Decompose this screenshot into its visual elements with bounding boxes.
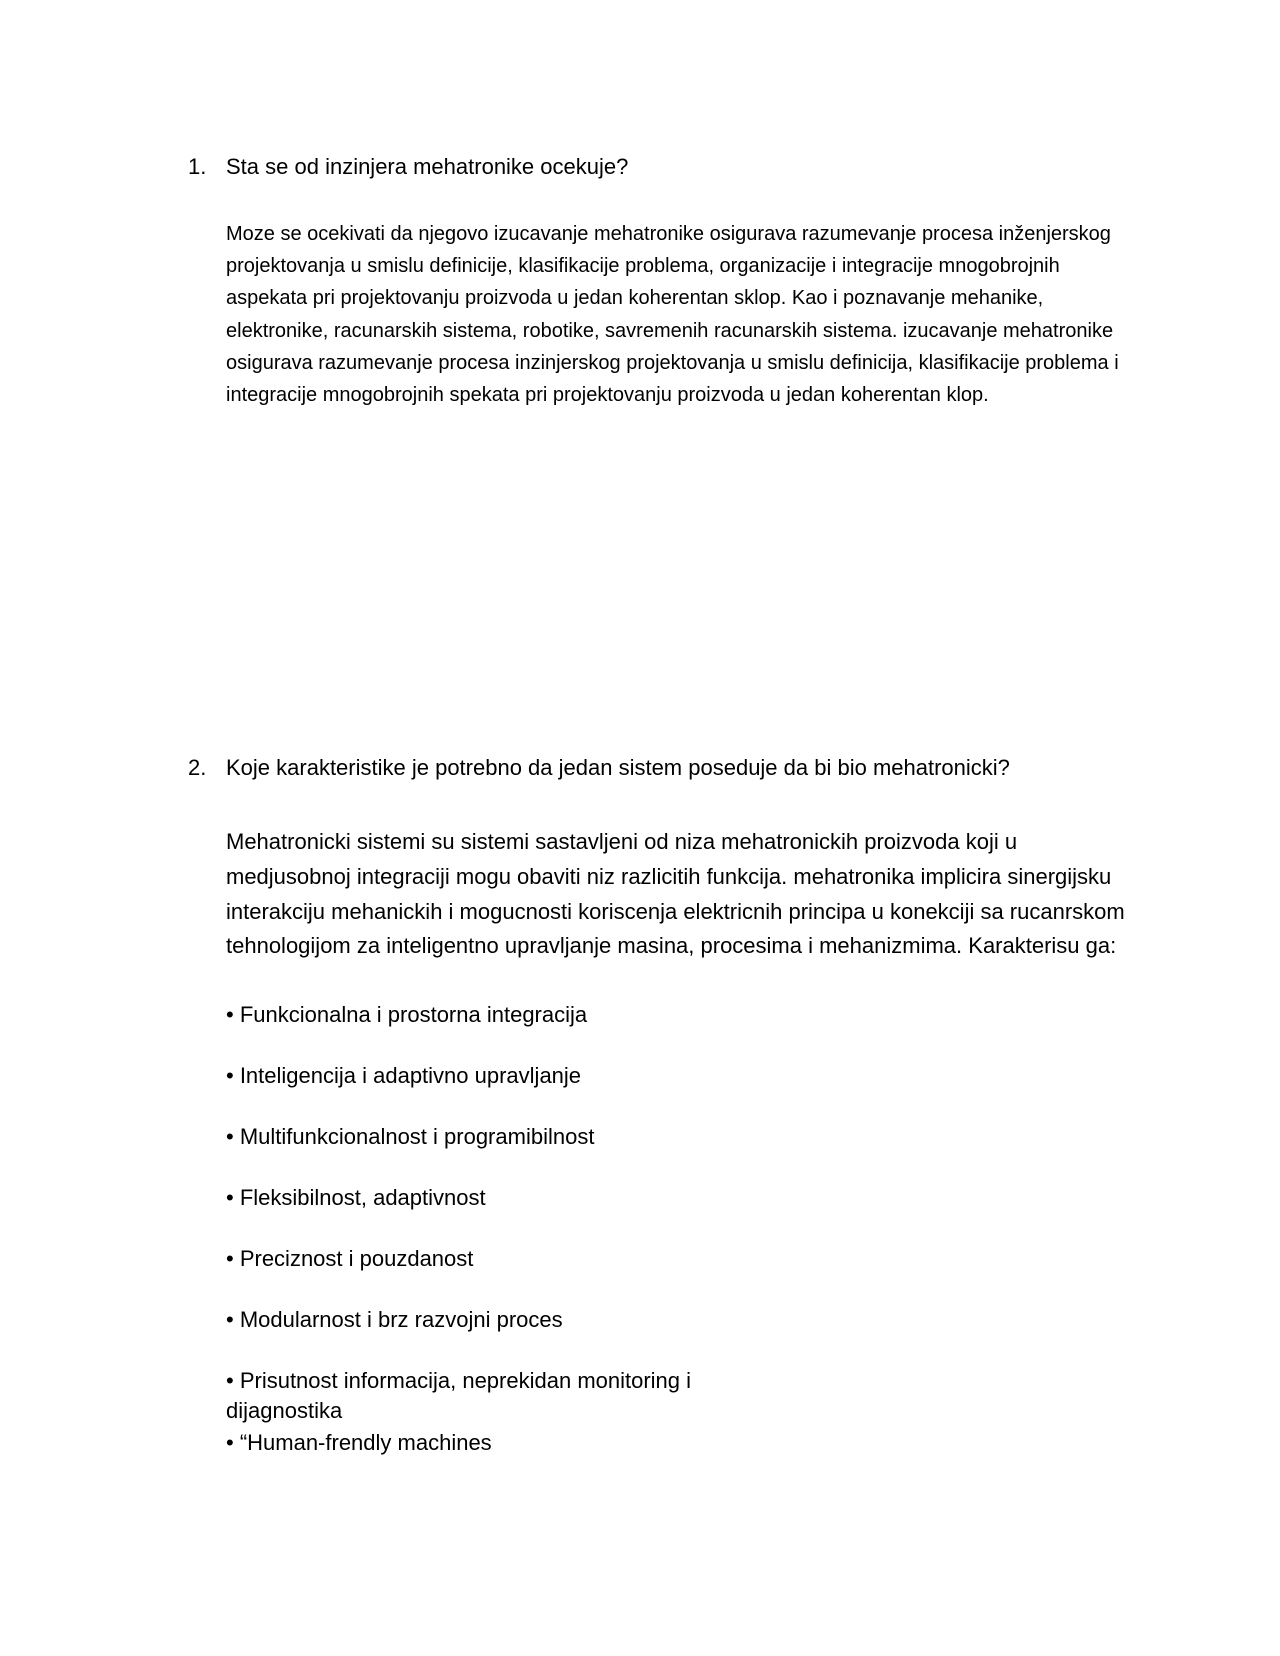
list-item: • Fleksibilnost, adaptivnost (226, 1185, 486, 1210)
list-item: • Preciznost i pouzdanost (226, 1246, 474, 1271)
list-item: • “Human-frendly machines (226, 1430, 492, 1455)
question-1-text: Sta se od inzinjera mehatronike ocekuje? (226, 154, 629, 179)
answer-1-paragraph: Moze se ocekivati da njegovo izucavanje mehatronike osigurava razumevanje procesa inženjerskog projektovanja u smislu definicije, klasifikacije problema, organizacije i integracije mnogobrojnih aspekata pri projektovanju proizvoda u jedan koherentan sklop. Kao i poznavanje mehanike, elektronike, racunarskih sistema, robotike, savremenih racunarskih sistema. izucavanje mehatronike osigurava razumevanje procesa inzinjerskog projektovanja u smislu definicija, klasifikacije problema i integracije mnogobrojnih spekata pri projektovanju proizvoda u jedan koherentan klop. (226, 223, 1119, 407)
question-1-heading (188, 152, 1128, 182)
list-item: • Funkcionalna i prostorna integracija (226, 1002, 588, 1027)
list-item: • Modularnost i brz razvojni proces (226, 1307, 563, 1332)
question-2-number: 2. (188, 755, 207, 780)
list-item: • Inteligencija i adaptivno upravljanje (226, 1063, 582, 1088)
question-2-text: Koje karakteristike je potrebno da jedan sistem poseduje da bi bio mehatronicki? (226, 755, 1010, 780)
answer-2-paragraph: Mehatronicki sistemi su sistemi sastavljeni od niza mehatronickih proizvoda koji u medjusobnoj integraciji mogu obaviti niz razlicitih funkcija. mehatronika implicira sinergijsku interakciju mehanickih i mogucnosti koriscenja elektricnih principa u konekciji sa rucanrskom tehnologijom za inteligentno upravljanje masina, procesima i mehanizmima. Karakterisu ga: (226, 829, 1125, 959)
question-1-number: 1. (188, 154, 207, 179)
question-2-heading (188, 753, 1128, 783)
list-item-text: • Prisutnost informacija, neprekidan monitoring i dijagnostika (226, 1368, 692, 1423)
list-item (226, 1366, 1126, 1426)
characteristics-list (226, 1000, 1126, 1489)
list-item: • Multifunkcionalnost i programibilnost (226, 1124, 595, 1149)
